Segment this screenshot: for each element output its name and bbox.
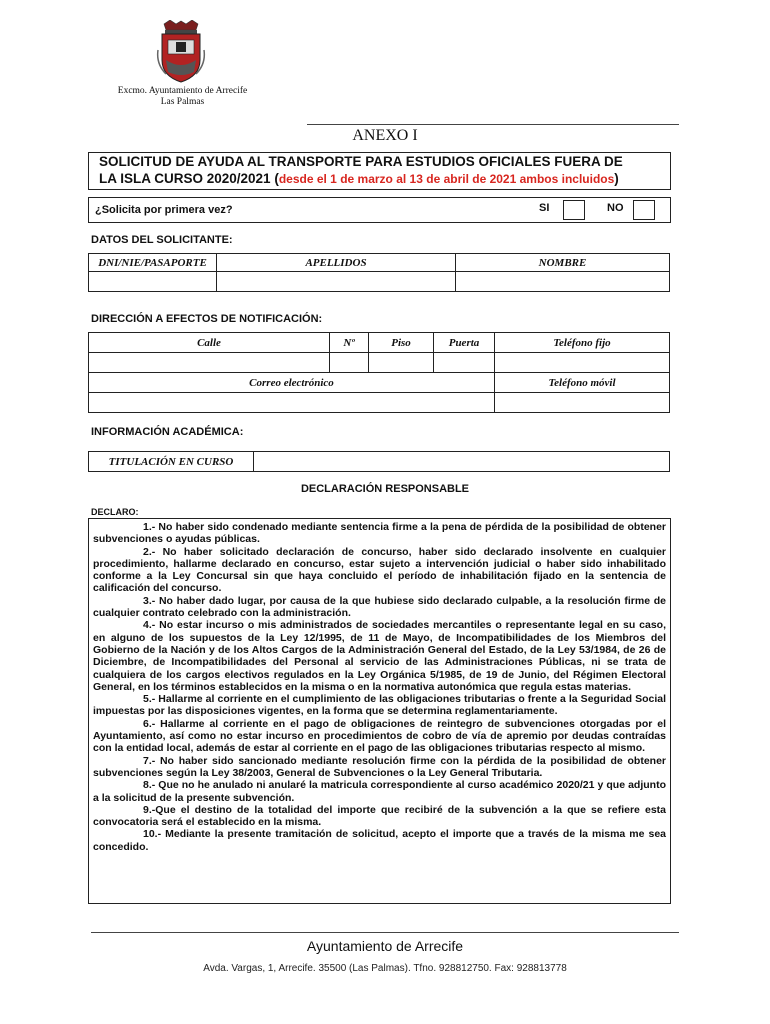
col-email-header: Correo electrónico xyxy=(89,373,495,393)
title-dates: desde el 1 de marzo al 13 de abril de 2021 ambos incluidos xyxy=(278,172,615,186)
organization-header xyxy=(110,86,255,108)
id-field[interactable] xyxy=(89,272,217,292)
declaro-label: DECLARO: xyxy=(91,507,139,517)
col-street-header: Calle xyxy=(89,333,330,353)
coat-of-arms-logo xyxy=(156,20,206,84)
title-paren-open: ( xyxy=(270,171,279,186)
door-field[interactable] xyxy=(434,353,495,373)
applicant-section-title: DATOS DEL SOLICITANTE: xyxy=(91,234,233,246)
col-surname-header: APELLIDOS xyxy=(217,254,456,272)
degree-field[interactable] xyxy=(254,452,670,472)
declaration-item: 7.- No haber sido sancionado mediante resolución firme con la pérdida de la posibilidad de obtener subvenciones según la Ley 38/2003, General de Subvenciones o la Ley General Tributaria. xyxy=(93,754,666,779)
declaration-item: 5.- Hallarme al corriente en el cumplimiento de las obligaciones tributarias o frente a la Seguridad Social impuestas por las disposiciones vigentes, en la forma que se determina reglamentariamente. xyxy=(93,693,666,718)
footer-rule xyxy=(91,932,679,933)
org-location: Las Palmas xyxy=(160,97,205,107)
no-checkbox[interactable] xyxy=(633,200,655,220)
street-field[interactable] xyxy=(89,353,330,373)
footer-title: Ayuntamiento de Arrecife xyxy=(306,938,464,954)
surname-field[interactable] xyxy=(217,272,456,292)
annex-title: ANEXO I xyxy=(352,127,418,144)
header-rule xyxy=(307,124,679,125)
address-table xyxy=(88,332,670,413)
document-title-box xyxy=(88,152,671,190)
col-floor-header: Piso xyxy=(369,333,434,353)
col-landline-header: Teléfono fijo xyxy=(495,333,670,353)
floor-field[interactable] xyxy=(369,353,434,373)
yes-checkbox[interactable] xyxy=(563,200,585,220)
col-number-header: Nº xyxy=(330,333,369,353)
declaration-title: DECLARACIÓN RESPONSABLE xyxy=(300,483,470,495)
declaration-item: 4.- No estar incurso o mis administrados de sociedades mercantiles o representante legal en su caso, en alguno de los supuestos de la Ley 12/1995, de 11 de Mayo, de Incompatibilidades de los Miembros del Gobierno de la Nación y de los Altos Cargos de la Administración General del Estado, de la Ley 53/1984, de 26 de Diciembre, de Incompatibilidades del Personal al servicio de las Administraciones Públicas, ni se trata de cualquiera de los cargos electivos regulados en la Ley Orgánica 5/1985, de 19 de Junio, del Régimen Electoral General, en los términos establecidos en la misma o en la normativa autonómica que regula estas materias. xyxy=(93,619,666,693)
address-section-title: DIRECCIÓN A EFECTOS DE NOTIFICACIÓN: xyxy=(91,313,323,325)
applicant-table xyxy=(88,253,670,292)
mobile-field[interactable] xyxy=(495,393,670,413)
declaration-item: 9.-Que el destino de la totalidad del importe que recibiré de la subvención a la que se refiere esta convocatoria será el establecido en la misma. xyxy=(93,803,666,829)
col-id-header: DNI/NIE/PASAPORTE xyxy=(89,254,217,272)
declaration-item: 10.- Mediante la presente tramitación de solicitud, acepto el importe que a través de la misma me sea concedido. xyxy=(93,828,666,853)
declaration-box xyxy=(88,518,671,904)
declaration-item: 2.- No haber solicitado declaración de concurso, haber sido declarado insolvente en cualquier procedimiento, hallarme declarado en concurso, estar sujeto a intervención judicial o haber sido inhabilitado conforme a la Ley Concursal sin que haya concluido el período de inhabilitación fijado en la sentencia de calificación del concurso. xyxy=(93,545,666,595)
academic-section-title: INFORMACIÓN ACADÉMICA: xyxy=(91,426,244,438)
title-line-1: SOLICITUD DE AYUDA AL TRANSPORTE PARA ESTUDIOS OFICIALES FUERA DE xyxy=(99,154,623,169)
footer-address: Avda. Vargas, 1, Arrecife. 35500 (Las Palmas). Tfno. 928812750. Fax: 928813778 xyxy=(203,963,567,974)
name-field[interactable] xyxy=(456,272,670,292)
email-field[interactable] xyxy=(89,393,495,413)
org-name: Excmo. Ayuntamiento de Arrecife xyxy=(117,86,248,96)
title-course: LA ISLA CURSO 2020/2021 xyxy=(99,171,271,186)
declaration-item: 8.- Que no he anulado ni anularé la matricula correspondiente al curso académico 2020/21 y que adjunto a la solicitud de la presente subvención. xyxy=(93,779,666,804)
academic-table xyxy=(88,451,670,472)
title-paren-close: ) xyxy=(614,171,619,186)
col-mobile-header: Teléfono móvil xyxy=(495,373,670,393)
declaration-item: 1.- No haber sido condenado mediante sentencia firme a la pena de pérdida de la posibilidad de obtener subvenciones o ayudas públicas. xyxy=(93,521,666,546)
first-time-question: ¿Solicita por primera vez? xyxy=(95,204,233,216)
number-field[interactable] xyxy=(330,353,369,373)
degree-label: TITULACIÓN EN CURSO xyxy=(89,452,254,472)
declaration-item: 6.- Hallarme al corriente en el pago de obligaciones de reintegro de subvenciones otorgadas por el Ayuntamiento, así como no estar incurso en procedimientos de cobro de vía de apremio por deudas contraídas con la entidad local, además de estar al corriente en el pago de las obligaciones tributarias respecto al mismo. xyxy=(93,717,666,755)
no-label: NO xyxy=(607,202,624,214)
first-time-question-row xyxy=(88,197,671,223)
landline-field[interactable] xyxy=(495,353,670,373)
col-name-header: NOMBRE xyxy=(456,254,670,272)
title-line-2 xyxy=(89,170,670,188)
col-door-header: Puerta xyxy=(434,333,495,353)
declaration-item: 3.- No haber dado lugar, por causa de la que hubiese sido declarado culpable, a la resolución firme de cualquier contrato celebrado con la administración. xyxy=(93,594,666,620)
yes-label: SI xyxy=(539,202,550,214)
